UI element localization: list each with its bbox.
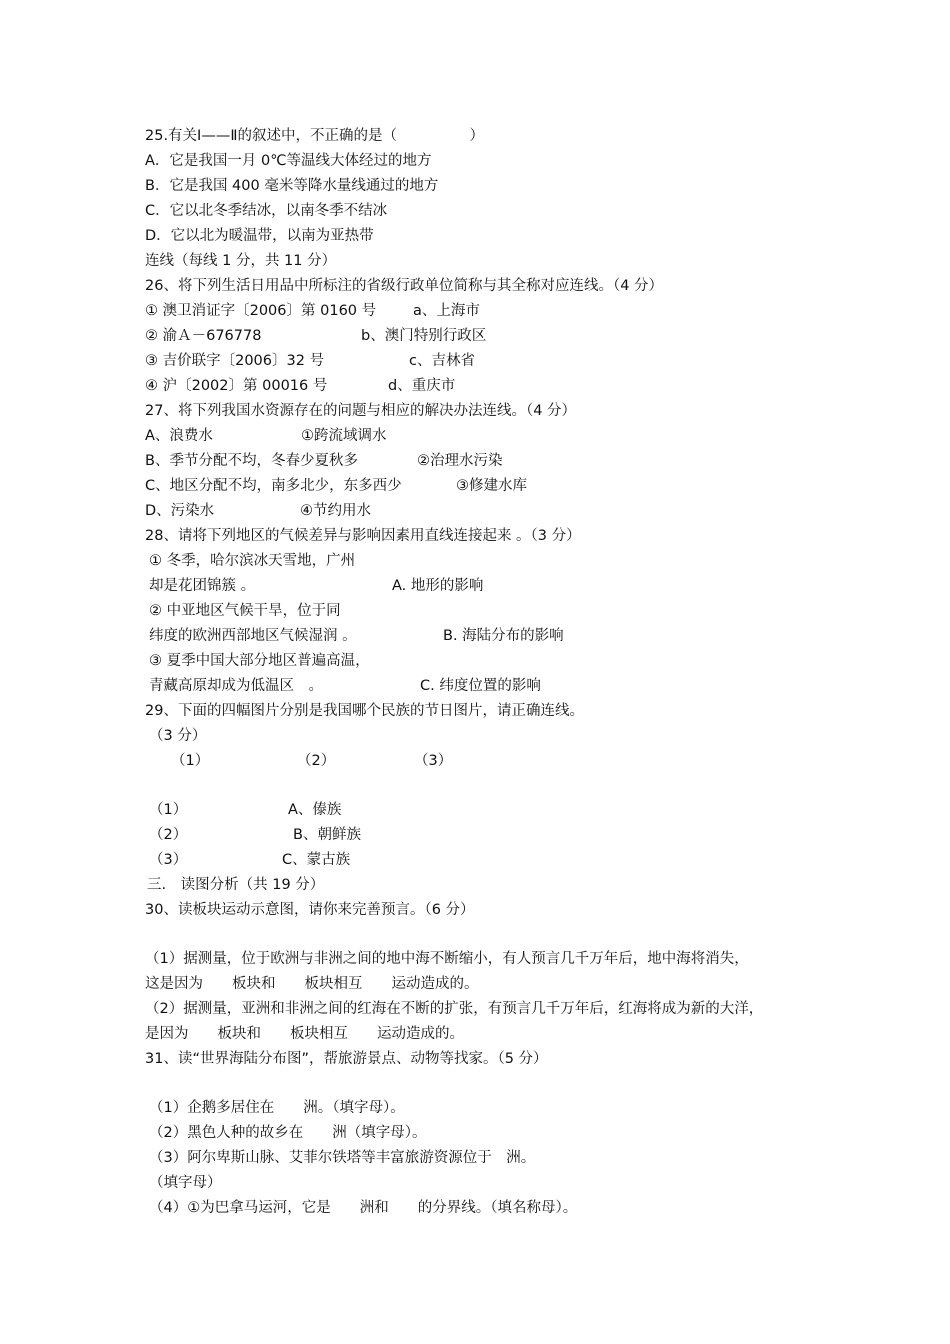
q29-left-1: （1） [149,802,188,818]
q25-option-c: C．它以北冬季结冰，以南冬季不结冰 [145,203,388,219]
q26-left-2: ② 渝Ａ－676778 [145,328,262,344]
q27-left-d: D、污染水 [145,503,215,519]
section-matching-heading: 连线（每线 1 分，共 11 分） [145,253,337,269]
q30-part-1-line1: （1）据测量，位于欧洲与非洲之间的地中海不断缩小，有人预言几千万年后，地中海将消失， [145,951,749,967]
q26-stem: 26、将下列生活日用品中所标注的省级行政单位简称与其全称对应连线。（4 分） [145,278,664,294]
q29-right-a: A、傣族 [288,802,342,818]
q25-option-a: A．它是我国一月 0℃等温线大体经过的地方 [145,153,432,169]
q27-right-3: ③修建水库 [456,478,527,494]
q30-part-2-line1: （2）据测量，亚洲和非洲之间的红海在不断的扩张，有预言几千万年后，红海将成为新的大洋， [145,1001,764,1017]
q29-picture-label-1: （1） [171,753,210,769]
q29-picture-label-2: （2） [297,753,336,769]
q26-right-a: a、上海市 [413,303,480,319]
q30-part-2-line2: 是因为 板块和 板块相互 运动造成的。 [145,1026,464,1042]
q26-right-d: d、重庆市 [388,378,456,394]
q25-option-d: D．它以北为暖温带，以南为亚热带 [145,228,374,244]
q28-item-3-line1: ③ 夏季中国大部分地区普遍高温， [149,653,370,669]
q27-left-c: C、地区分配不均，南多北少，东多西少 [145,478,402,494]
q31-part-3: （3）阿尔卑斯山脉、艾菲尔铁塔等丰富旅游资源位于 洲。 [149,1150,536,1166]
q28-item-2-line2: 纬度的欧洲西部地区气候湿润 。 [149,628,357,644]
q27-left-b: B、季节分配不均，冬春少夏秋多 [145,453,358,469]
q28-item-1-line2: 却是花团锦簇 。 [149,578,256,594]
section-3-heading: 三. 读图分析（共 19 分） [147,877,325,893]
q31-stem: 31、读“世界海陆分布图”，帮旅游景点、动物等找家。（5 分） [145,1051,548,1067]
q26-left-1: ① 澳卫消证字〔2006〕第 0160 号 [145,303,377,319]
q27-right-4: ④节约用水 [300,503,371,519]
q29-points: （3 分） [149,728,207,744]
q27-right-1: ①跨流域调水 [301,428,387,444]
q30-stem: 30、读板块运动示意图，请你来完善预言。（6 分） [145,902,475,918]
q28-item-3-line2: 青藏高原却成为低温区 。 [149,678,323,694]
q26-left-4: ④ 沪〔2002〕第 00016 号 [145,378,328,394]
q31-part-1: （1）企鹅多居住在 洲。（填字母）。 [149,1100,405,1116]
q25-option-b: B．它是我国 400 毫米等降水量线通过的地方 [145,178,439,194]
q31-part-2: （2）黑色人种的故乡在 洲（填字母）。 [149,1125,427,1141]
q26-left-3: ③ 吉价联字〔2006〕32 号 [145,353,325,369]
q28-item-2-line1: ② 中亚地区气候干旱，位于同 [149,603,341,619]
q29-right-c: C、蒙古族 [282,852,351,868]
q29-stem: 29、下面的四幅图片分别是我国哪个民族的节日图片，请正确连线。 [145,703,584,719]
q25-stem: 25.有关Ⅰ——Ⅱ的叙述中，不正确的是（ ） [145,128,484,144]
q27-left-a: A、浪费水 [145,428,213,444]
q29-right-b: B、朝鲜族 [293,827,361,843]
q28-factor-b: B. 海陆分布的影响 [443,628,564,644]
q29-left-2: （2） [149,827,188,843]
q29-picture-label-3: （3） [414,753,453,769]
q28-item-1-line1: ① 冬季，哈尔滨冰天雪地，广州 [149,553,356,569]
q28-stem: 28、请将下列地区的气候差异与影响因素用直线连接起来 。（3 分） [145,528,581,544]
q31-part-3-note: （填字母） [149,1175,222,1191]
q29-left-3: （3） [149,852,188,868]
q28-factor-c: C. 纬度位置的影响 [420,678,541,694]
q27-stem: 27、将下列我国水资源存在的问题与相应的解决办法连线。（4 分） [145,403,577,419]
q27-right-2: ②治理水污染 [417,453,503,469]
q31-part-4: （4）①为巴拿马运河，它是 洲和 的分界线。（填名称母）。 [149,1200,578,1216]
q30-part-1-line2: 这是因为 板块和 板块相互 运动造成的。 [145,976,479,992]
q28-factor-a: A. 地形的影响 [392,578,484,594]
q26-right-c: c、吉林省 [409,353,475,369]
q26-right-b: b、澳门特别行政区 [361,328,487,344]
